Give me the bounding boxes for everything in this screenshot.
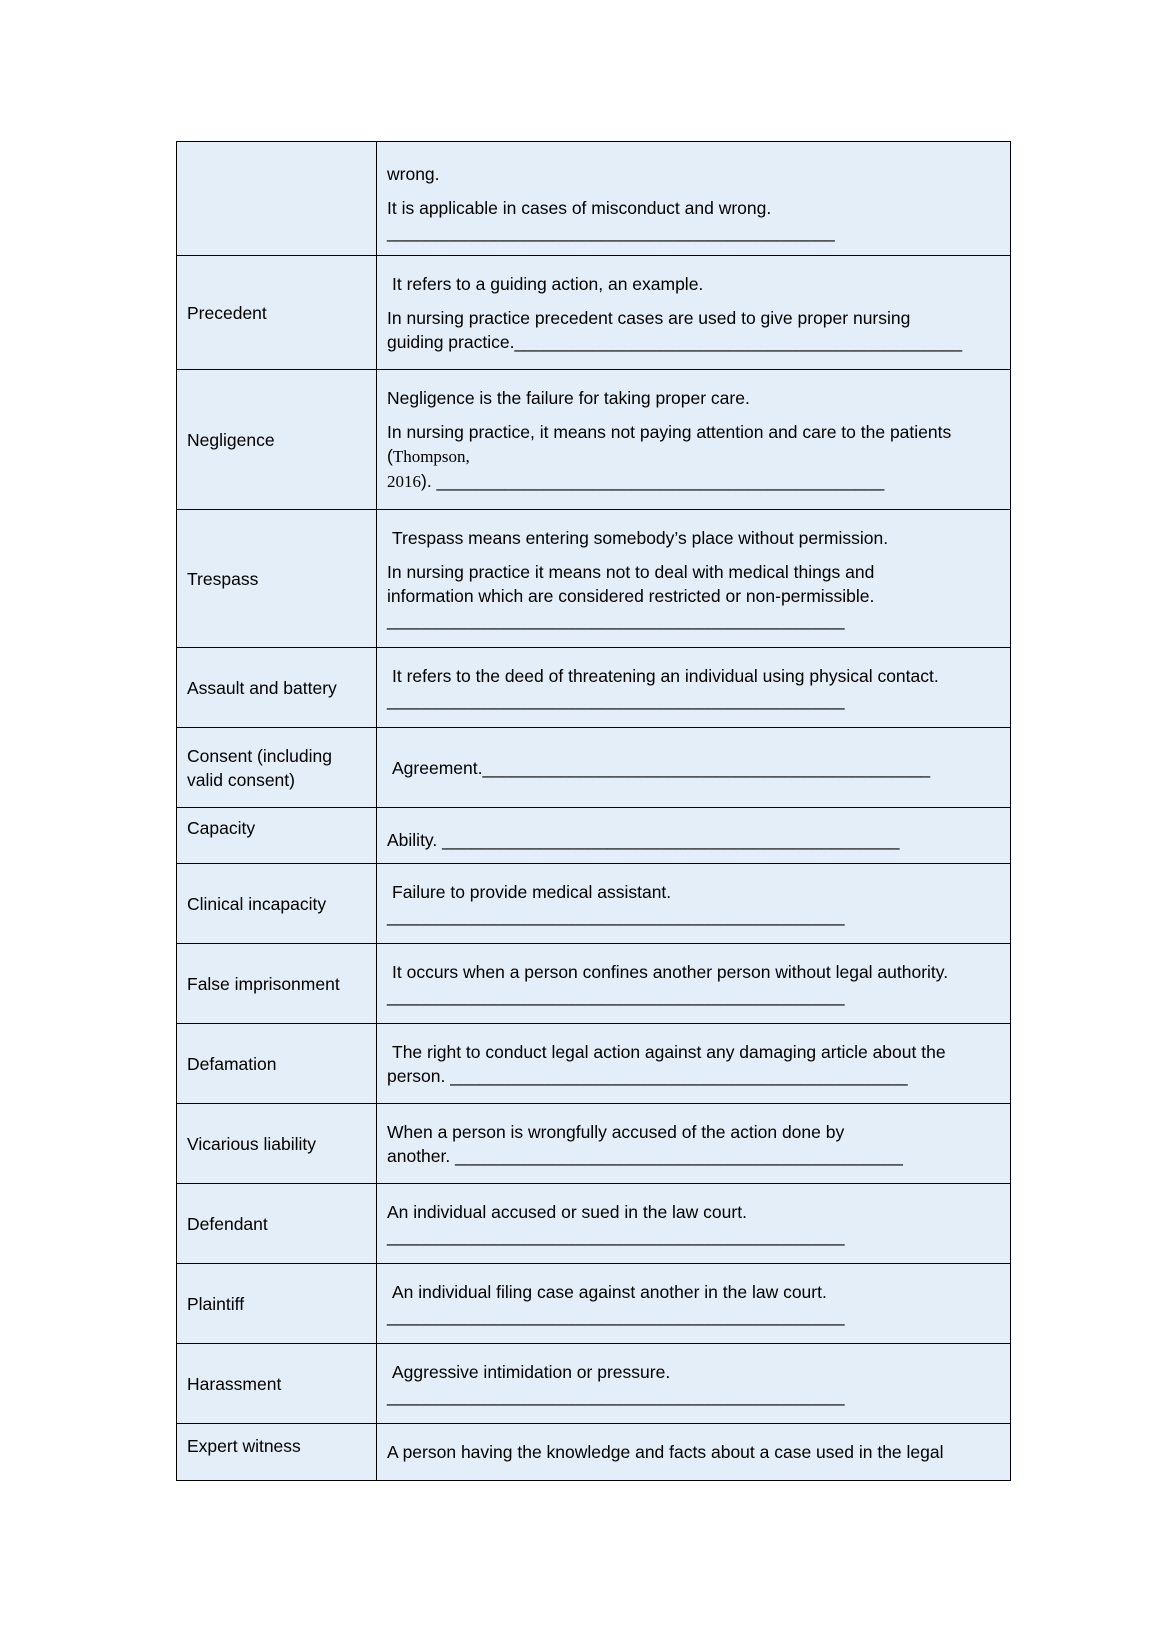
blank-line: _______________________________________________ [387,905,845,926]
definition-line: It occurs when a person confines another person without legal authority. [392,961,949,982]
term-cell: Plaintiff [177,1264,377,1344]
definition-cell [377,648,1011,728]
definition-cell [377,142,1011,256]
definition-line: information which are considered restricted or non-permissible. [387,585,875,606]
blank-line: _______________________________________________ [387,609,845,630]
table-row [177,728,1011,808]
definition-cell [377,1264,1011,1344]
table-row [177,1184,1011,1264]
citation-line [387,469,1000,494]
definition-line: Negligence is the failure for taking proper care. [387,387,750,408]
definition-line: It refers to a guiding action, an example. [392,273,704,294]
definition-line: The right to conduct legal action against any damaging article about the [392,1041,946,1062]
definition-line: An individual filing case against another in the law court. [392,1281,827,1302]
term-cell: Vicarious liability [177,1104,377,1184]
definition-cell [377,1344,1011,1424]
term-line: valid consent) [187,769,295,790]
definition-cell [377,728,1011,808]
legal-terms-table [176,141,1011,1481]
definition-line: It refers to the deed of threatening an individual using physical contact. [392,665,939,686]
definition-cell [377,510,1011,648]
citation-line [387,444,1000,469]
definition-cell [377,1104,1011,1184]
table-row [177,944,1011,1024]
definition-line: another. ______________________________________________ [387,1145,903,1166]
term-cell: Trespass [177,510,377,648]
table-row [177,1344,1011,1424]
definition-line: When a person is wrongfully accused of the action done by [387,1121,845,1142]
blank-line: ______________________________________________ [387,221,835,242]
citation-year: 2016 [387,471,421,491]
definition-line: A person having the knowledge and facts about a case used in the legal [387,1442,944,1462]
blank-line: _______________________________________________ [387,1385,845,1406]
definition-cell [377,864,1011,944]
table-row [177,370,1011,510]
table-row [177,1424,1011,1481]
table-row [177,1024,1011,1104]
definition-cell [377,1424,1011,1481]
table-row [177,864,1011,944]
citation-author: Thompson, [392,446,470,466]
citation-close: ). ______________________________________________ [421,470,885,491]
blank-line: _______________________________________________ [387,985,845,1006]
definition-cell [377,256,1011,370]
term-cell [177,728,377,808]
definition-line: Trespass means entering somebody’s place without permission. [392,527,889,548]
definition-line: An individual accused or sued in the law court. [387,1201,747,1222]
table-row [177,1264,1011,1344]
blank-line: _______________________________________________ [387,1225,845,1246]
definition-line: In nursing practice, it means not paying attention and care to the patients [387,421,952,442]
term-cell: Assault and battery [177,648,377,728]
definition-line: Failure to provide medical assistant. [392,881,672,902]
definition-line: Aggressive intimidation or pressure. [392,1361,671,1382]
definition-line: It is applicable in cases of misconduct and wrong. [387,197,772,218]
definition-line: guiding practice.______________________________________________ [387,331,963,352]
definition-line: In nursing practice it means not to deal with medical things and [387,561,875,582]
definition-cell [377,1024,1011,1104]
definition-cell [377,808,1011,864]
table-row [177,510,1011,648]
table-row [177,648,1011,728]
definition-cell [377,944,1011,1024]
definition-line: person. _______________________________________________ [387,1065,908,1086]
term-cell: Harassment [177,1344,377,1424]
definition-cell [377,370,1011,510]
table-row [177,1104,1011,1184]
term-cell: Precedent [177,256,377,370]
term-cell: False imprisonment [177,944,377,1024]
term-cell: Negligence [177,370,377,510]
term-cell: Expert witness [177,1424,377,1481]
term-cell: Clinical incapacity [177,864,377,944]
table-row [177,808,1011,864]
term-cell [177,142,377,256]
citation-open: ( [387,445,393,466]
definition-line: Ability. _______________________________________________ [387,829,900,850]
table-row [177,256,1011,370]
definition-line: Agreement.______________________________________________ [392,757,931,778]
term-cell: Defendant [177,1184,377,1264]
definition-cell [377,1184,1011,1264]
term-line: Consent (including [187,745,332,766]
table-row [177,142,1011,256]
definition-line: In nursing practice precedent cases are used to give proper nursing [387,307,911,328]
blank-line: _______________________________________________ [387,689,845,710]
blank-line: _______________________________________________ [387,1305,845,1326]
term-cell: Defamation [177,1024,377,1104]
definition-line: wrong. [387,163,440,184]
term-cell: Capacity [177,808,377,864]
